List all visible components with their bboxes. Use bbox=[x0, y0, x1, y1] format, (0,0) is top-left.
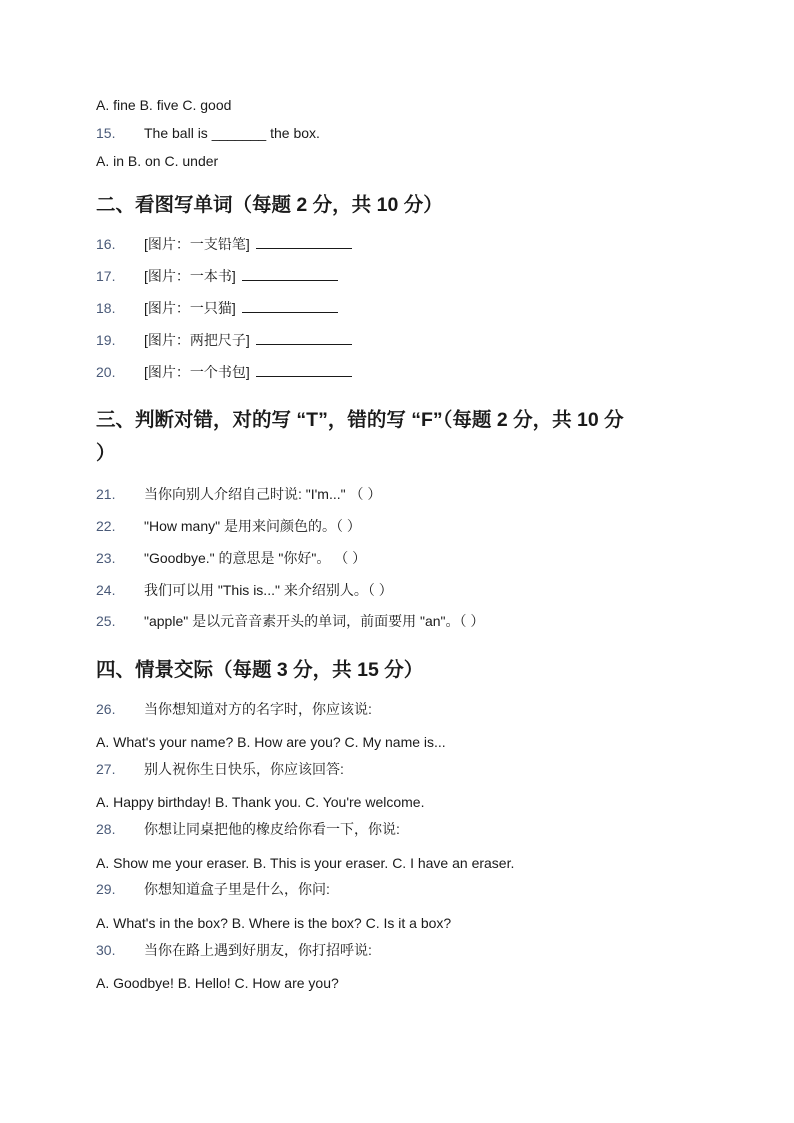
q15-text: The ball is _______ the box. bbox=[144, 125, 320, 141]
q16-text: [图片：一支铅笔] bbox=[144, 235, 352, 253]
q26-number: 26. bbox=[96, 701, 116, 717]
q25-number: 25. bbox=[96, 613, 116, 629]
q18-number: 18. bbox=[96, 300, 116, 316]
q28-options: A. Show me your eraser. B. This is your eraser. C. I have an eraser. bbox=[96, 855, 515, 871]
q28-text: 你想让同桌把他的橡皮给你看一下，你说: bbox=[144, 821, 400, 837]
q17-text: [图片：一本书] bbox=[144, 267, 338, 285]
q30-number: 30. bbox=[96, 942, 116, 958]
q22-number: 22. bbox=[96, 518, 116, 534]
q25-text: "apple" 是以元音音素开头的单词，前面要用 "an"。（ ） bbox=[144, 613, 485, 629]
q17-number: 17. bbox=[96, 268, 116, 284]
q26-options: A. What's your name? B. How are you? C. My name is... bbox=[96, 734, 446, 750]
q29-text: 你想知道盒子里是什么，你问: bbox=[144, 881, 330, 897]
q27-number: 27. bbox=[96, 761, 116, 777]
q28-number: 28. bbox=[96, 821, 116, 837]
q26-text: 当你想知道对方的名字时，你应该说: bbox=[144, 701, 372, 717]
section2-title: 二、看图写单词（每题 2 分，共 10 分） bbox=[96, 194, 443, 216]
q21-number: 21. bbox=[96, 486, 116, 502]
q23-number: 23. bbox=[96, 550, 116, 566]
q18-text: [图片：一只猫] bbox=[144, 299, 338, 317]
q19-number: 19. bbox=[96, 332, 116, 348]
section3-title: 三、判断对错，对的写 “T”，错的写 “F”（每题 2 分，共 10 分 bbox=[96, 409, 624, 431]
q24-number: 24. bbox=[96, 582, 116, 598]
q20-text: [图片：一个书包] bbox=[144, 363, 352, 381]
section3-title-cont: ） bbox=[96, 442, 116, 464]
q14-options: A. fine B. five C. good bbox=[96, 97, 232, 113]
q22-text: "How many" 是用来问颜色的。（ ） bbox=[144, 518, 361, 534]
q20-number: 20. bbox=[96, 364, 116, 380]
q30-text: 当你在路上遇到好朋友，你打招呼说: bbox=[144, 942, 372, 958]
q27-text: 别人祝你生日快乐，你应该回答: bbox=[144, 761, 344, 777]
q15-number: 15. bbox=[96, 125, 116, 141]
q19-text: [图片：两把尺子] bbox=[144, 331, 352, 349]
q29-number: 29. bbox=[96, 881, 116, 897]
q21-text: 当你向别人介绍自己时说: "I'm..." （ ） bbox=[144, 486, 382, 502]
q23-text: "Goodbye." 的意思是 "你好"。 （ ） bbox=[144, 550, 367, 566]
q27-options: A. Happy birthday! B. Thank you. C. You're welcome. bbox=[96, 794, 425, 810]
q16-number: 16. bbox=[96, 236, 116, 252]
q30-options: A. Goodbye! B. Hello! C. How are you? bbox=[96, 975, 339, 991]
q24-text: 我们可以用 "This is..." 来介绍别人。（ ） bbox=[144, 582, 393, 598]
q15-options: A. in B. on C. under bbox=[96, 153, 219, 169]
section4-title: 四、情景交际（每题 3 分，共 15 分） bbox=[96, 659, 424, 681]
q29-options: A. What's in the box? B. Where is the box? C. Is it a box? bbox=[96, 915, 452, 931]
